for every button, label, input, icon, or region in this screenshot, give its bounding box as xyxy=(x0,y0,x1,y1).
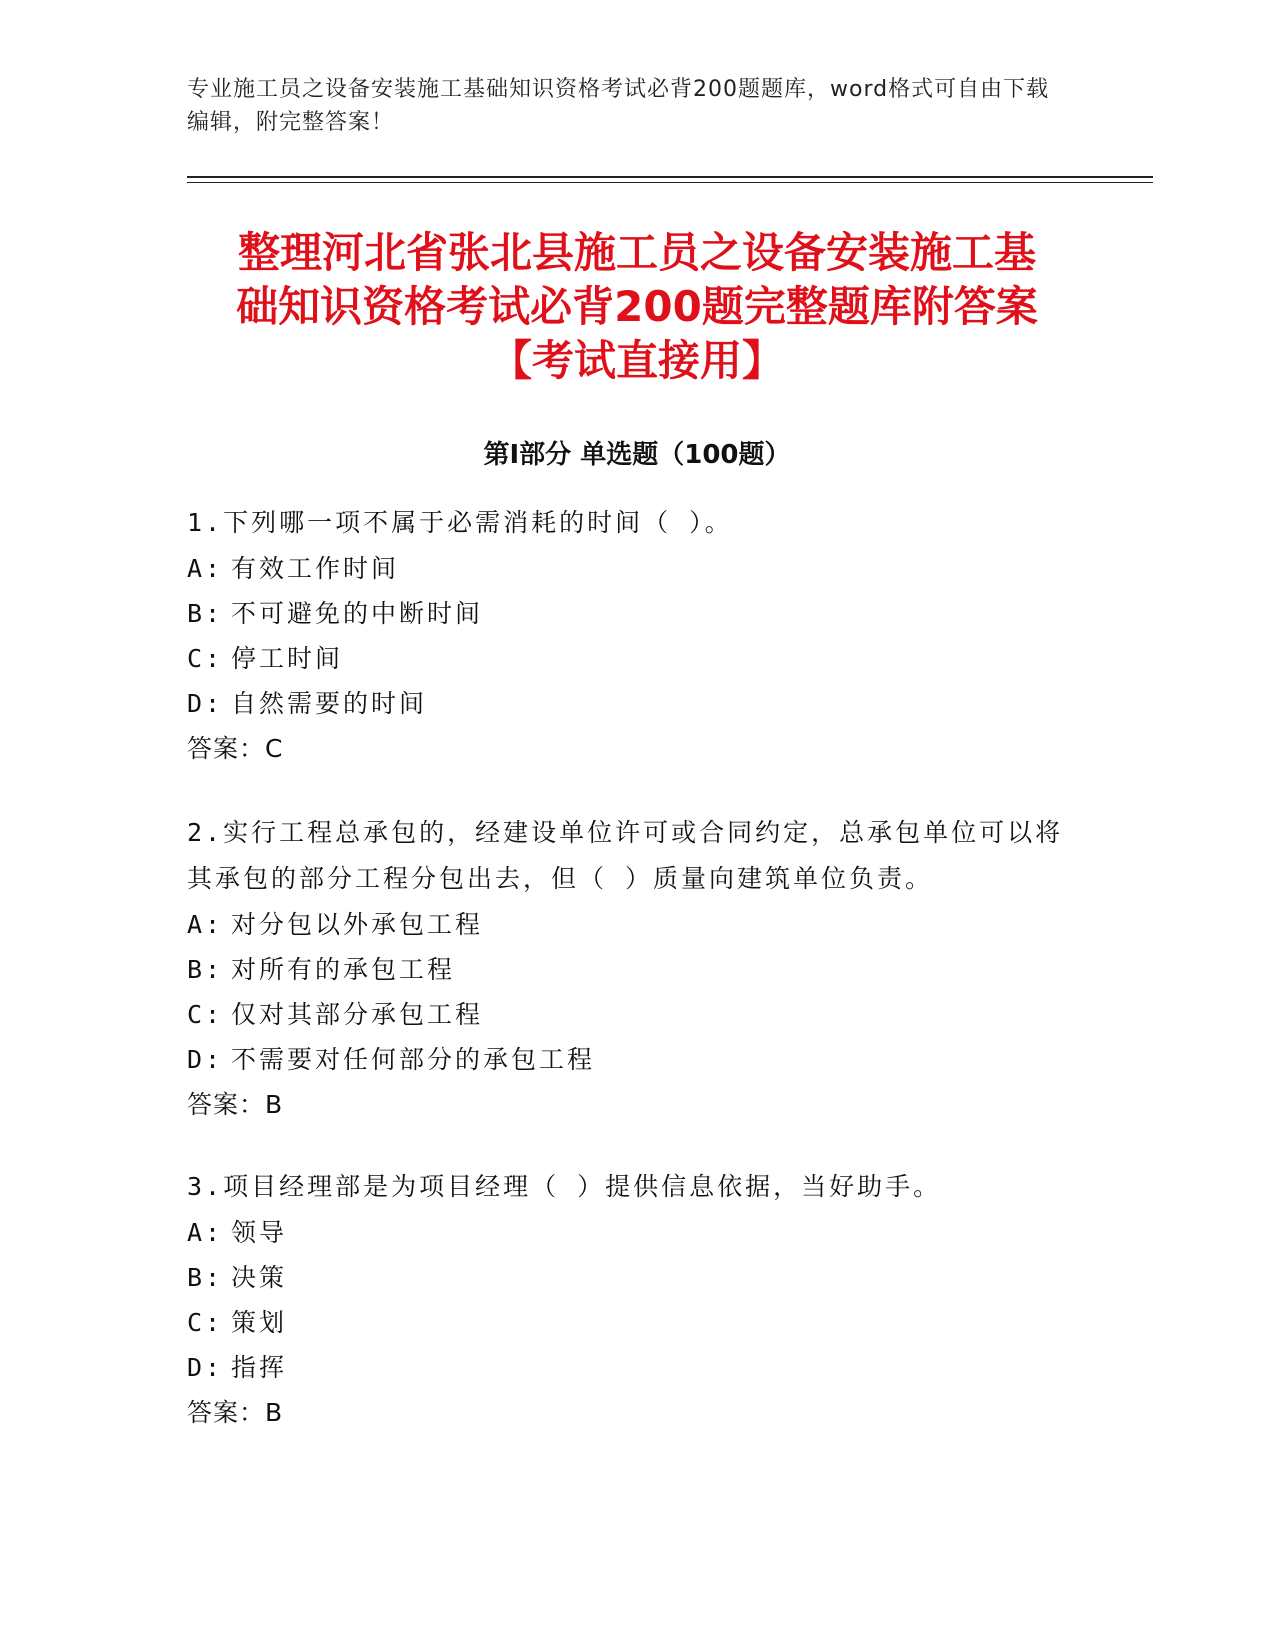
header-divider-thick xyxy=(187,176,1153,178)
option-letter: C: xyxy=(187,1000,224,1029)
option-d xyxy=(187,681,1087,726)
option-letter: D: xyxy=(187,689,224,718)
option-text: 对分包以外承包工程 xyxy=(231,910,484,939)
option-text: 仅对其部分承包工程 xyxy=(231,1000,484,1029)
option-text: 自然需要的时间 xyxy=(231,689,428,718)
document-title-line-3: 【考试直接用】 xyxy=(489,336,784,385)
question-stem: 3.项目经理部是为项目经理（ ）提供信息依据，当好助手。 xyxy=(187,1172,942,1201)
option-letter: B: xyxy=(187,599,224,628)
option-text: 领导 xyxy=(231,1218,288,1247)
option-letter: A: xyxy=(187,554,224,583)
option-letter: C: xyxy=(187,1308,224,1337)
header-divider-thin xyxy=(187,182,1153,183)
option-text: 指挥 xyxy=(231,1353,288,1382)
document-title-line-1: 整理河北省张北县施工员之设备安装施工基 xyxy=(237,228,1036,277)
header-note: 专业施工员之设备安装施工基础知识资格考试必背200题题库，word格式可自由下载编辑，附完整答案！ xyxy=(187,77,1050,135)
option-text: 对所有的承包工程 xyxy=(231,955,456,984)
document-title-line-2: 础知识资格考试必背200题完整题库附答案 xyxy=(236,282,1038,331)
option-a xyxy=(187,902,1087,947)
question-stem: 1.下列哪一项不属于必需消耗的时间（ ）。 xyxy=(187,508,733,537)
option-b xyxy=(187,1255,1087,1300)
option-letter: A: xyxy=(187,1218,224,1247)
option-b xyxy=(187,947,1087,992)
answer: 答案：B xyxy=(187,1090,284,1119)
option-d xyxy=(187,1345,1087,1390)
section-heading: 第Ⅰ部分 单选题（100题） xyxy=(483,440,791,470)
option-text: 不需要对任何部分的承包工程 xyxy=(231,1045,596,1074)
option-text: 决策 xyxy=(231,1263,288,1292)
option-letter: B: xyxy=(187,1263,224,1292)
option-a xyxy=(187,546,1087,591)
option-letter: D: xyxy=(187,1353,224,1382)
option-letter: B: xyxy=(187,955,224,984)
question-1 xyxy=(187,500,1087,772)
option-a xyxy=(187,1210,1087,1255)
option-letter: A: xyxy=(187,910,224,939)
question-stem: 2.实行工程总承包的，经建设单位许可或合同约定，总承包单位可以将其承包的部分工程分包出去，但（ ）质量向建筑单位负责。 xyxy=(187,818,1064,893)
option-c xyxy=(187,636,1087,681)
question-2 xyxy=(187,810,1087,1128)
option-d xyxy=(187,1037,1087,1082)
option-text: 停工时间 xyxy=(231,644,344,673)
option-text: 策划 xyxy=(231,1308,288,1337)
option-text: 有效工作时间 xyxy=(231,554,400,583)
option-b xyxy=(187,591,1087,636)
question-3 xyxy=(187,1164,1087,1436)
option-letter: D: xyxy=(187,1045,224,1074)
answer: 答案：B xyxy=(187,1398,284,1427)
option-c xyxy=(187,992,1087,1037)
option-text: 不可避免的中断时间 xyxy=(231,599,484,628)
document-title xyxy=(187,226,1087,388)
option-letter: C: xyxy=(187,644,224,673)
option-c xyxy=(187,1300,1087,1345)
answer: 答案：C xyxy=(187,734,284,763)
